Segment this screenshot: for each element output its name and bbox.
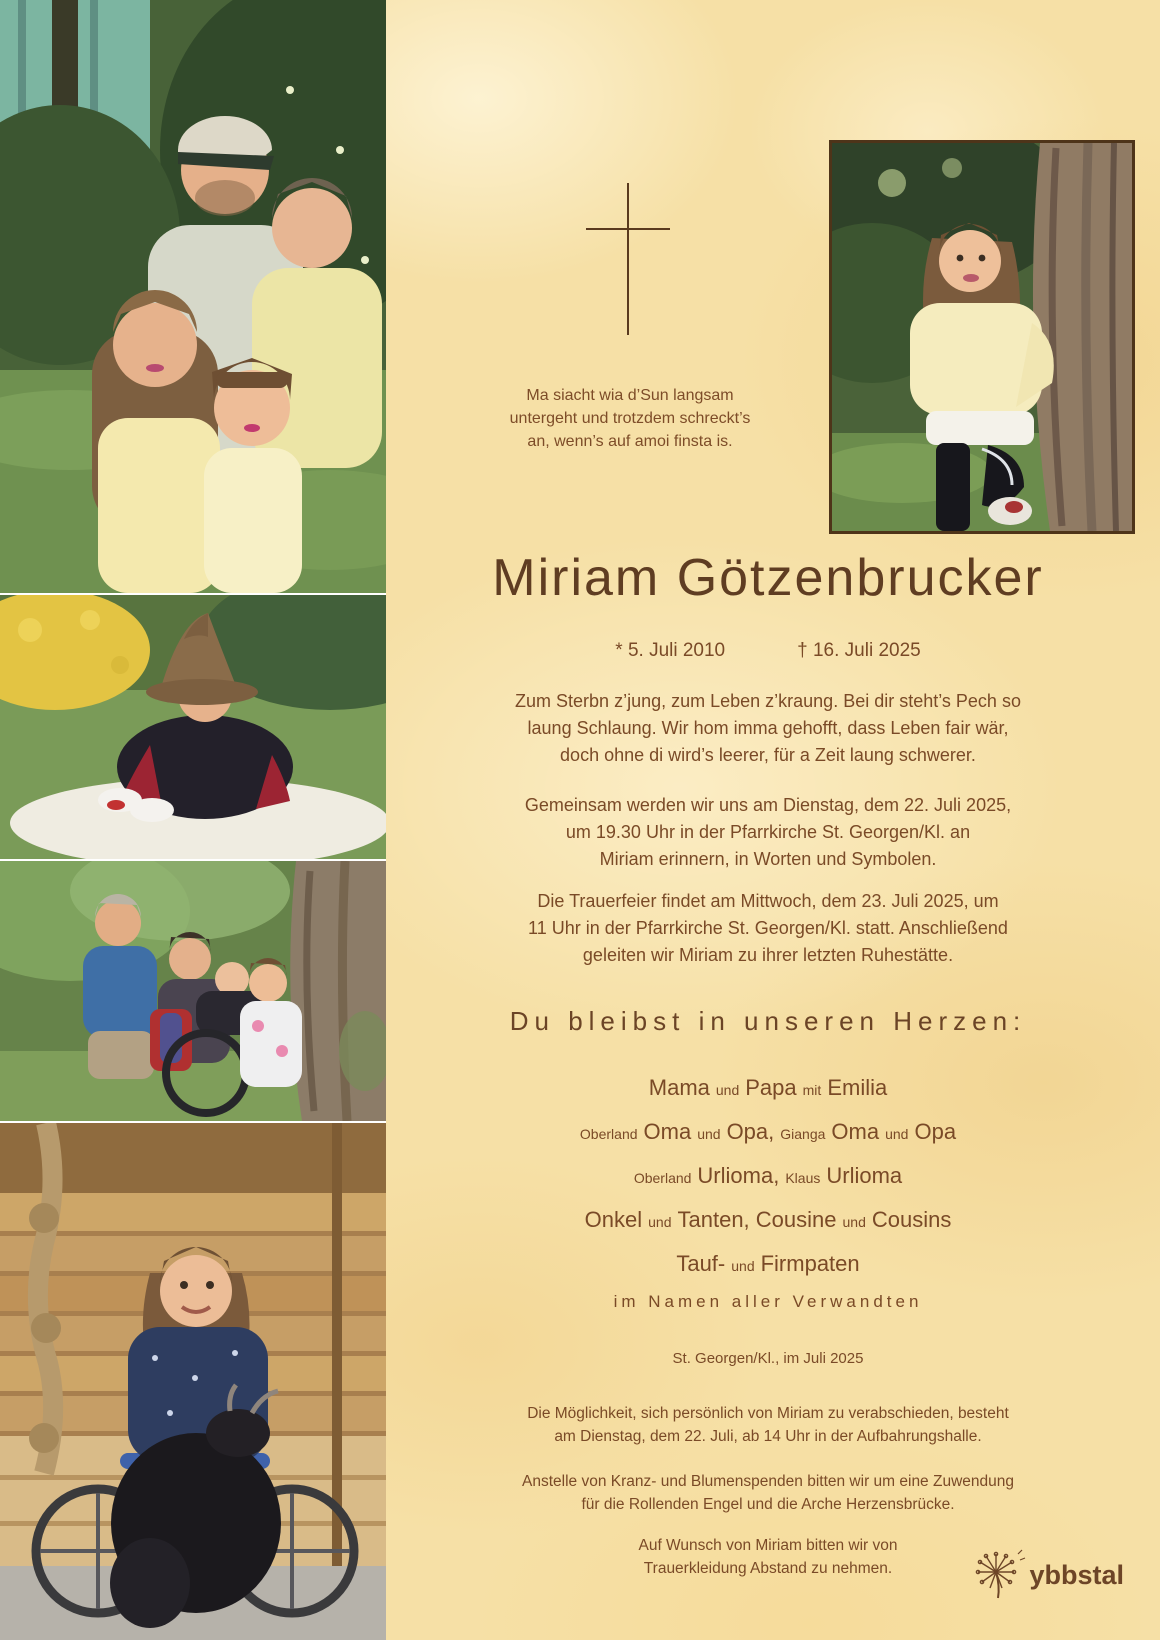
photo-portrait-tree	[829, 140, 1135, 534]
obituary-line: Gemeinsam werden wir uns am Dienstag, dem 22. Juli 2025,	[524, 795, 1012, 815]
family-member: Oberland	[579, 1126, 638, 1142]
obituary-paragraph	[426, 688, 1110, 769]
family-member: Tauf-	[676, 1251, 726, 1276]
family-member: und	[885, 1126, 909, 1142]
note-line: am Dienstag, dem 22. Juli, ab 14 Uhr in der Aufbahrungshalle.	[554, 1428, 982, 1445]
dialect-poem	[450, 384, 810, 453]
viewing-note	[426, 1402, 1110, 1448]
photo-sorting-hat	[0, 595, 386, 859]
note-line: Auf Wunsch von Miriam bitten wir von	[638, 1537, 898, 1554]
obituary-line: um 19.30 Uhr in der Pfarrkirche St. Georgen/Kl. an	[565, 822, 971, 842]
family-line	[426, 1250, 1110, 1281]
family-member: Cousins	[871, 1207, 952, 1232]
note-line: Anstelle von Kranz- und Blumenspenden bitten wir um eine Zuwendung	[522, 1473, 1014, 1490]
family-line	[426, 1074, 1110, 1105]
poem-line: an, wenn’s auf amoi finsta is.	[527, 433, 733, 450]
logo-wordmark: ybbstal	[1029, 1559, 1124, 1590]
family-member: mit	[802, 1082, 822, 1098]
publisher-logo	[972, 1548, 1124, 1602]
latin-cross-icon	[578, 183, 678, 335]
obituary-line: Die Trauerfeier findet am Mittwoch, dem 23. Juli 2025, um	[537, 891, 999, 911]
obituary-paragraph	[426, 792, 1110, 873]
life-dates	[426, 640, 1110, 662]
obituary-paragraph	[426, 888, 1110, 969]
photo-wheelchair-goat	[0, 1123, 386, 1640]
family-member: und	[715, 1082, 740, 1098]
family-member: und	[697, 1126, 721, 1142]
family-list	[426, 1074, 1110, 1294]
poem-line: Ma siacht wia d’Sun langsam	[526, 387, 734, 404]
family-member: Firmpaten	[760, 1251, 860, 1276]
deceased-name: Miriam Götzenbrucker	[492, 549, 1044, 607]
family-member: Onkel	[584, 1207, 643, 1232]
closing-line: im Namen aller Verwandten	[613, 1292, 923, 1311]
death-date: † 16. Juli 2025	[797, 640, 921, 661]
family-member: Opa,	[726, 1119, 775, 1144]
birth-date: * 5. Juli 2010	[615, 640, 726, 661]
place-and-date: St. Georgen/Kl., im Juli 2025	[672, 1350, 864, 1367]
family-member: Oberland	[633, 1170, 692, 1186]
parchment-panel	[386, 0, 1160, 1640]
family-member: und	[842, 1214, 866, 1230]
obituary-line: Zum Sterbn z’jung, zum Leben z’kraung. Bei dir steht’s Pech so	[515, 691, 1021, 711]
family-member: Emilia	[827, 1075, 888, 1100]
family-member: Oma	[831, 1119, 880, 1144]
obituary-line: Miriam erinnern, in Worten und Symbolen.	[599, 849, 937, 869]
family-line	[426, 1206, 1110, 1237]
family-member: Papa	[745, 1075, 797, 1100]
family-member: Klaus	[785, 1170, 821, 1186]
donation-note	[426, 1470, 1110, 1516]
dandelion-icon	[972, 1548, 1026, 1602]
note-line: Die Möglichkeit, sich persönlich von Miriam zu verabschieden, besteht	[527, 1405, 1009, 1422]
poem-line: untergeht und trotzdem schreckt’s	[509, 410, 751, 427]
family-member: Mama	[648, 1075, 710, 1100]
photo-family-garden	[0, 0, 386, 593]
note-line: für die Rollenden Engel und die Arche Herzensbrücke.	[581, 1496, 955, 1513]
family-member: Urlioma	[826, 1163, 903, 1188]
photo-column	[0, 0, 386, 1640]
family-line	[426, 1162, 1110, 1193]
family-member: und	[731, 1258, 755, 1274]
family-line	[426, 1118, 1110, 1149]
photo-family-tree	[0, 861, 386, 1121]
obituary-line: geleiten wir Miriam zu ihrer letzten Ruhestätte.	[582, 945, 954, 965]
family-member: Opa	[914, 1119, 957, 1144]
family-member: Urlioma,	[697, 1163, 780, 1188]
note-line: Trauerkleidung Abstand zu nehmen.	[643, 1560, 893, 1577]
family-member: Tanten, Cousine	[677, 1207, 837, 1232]
obituary-line: doch ohne di wird’s leerer, für a Zeit laung schwerer.	[560, 745, 976, 765]
obituary-line: 11 Uhr in der Pfarrkirche St. Georgen/Kl. statt. Anschließend	[528, 918, 1008, 938]
family-member: und	[648, 1214, 672, 1230]
family-member: Oma	[643, 1119, 692, 1144]
obituary-line: laung Schlaung. Wir hom imma gehofft, dass Leben fair wär,	[527, 718, 1009, 738]
family-member: Gianga	[780, 1126, 826, 1142]
hearts-heading: Du bleibst in unseren Herzen:	[509, 1006, 1027, 1036]
